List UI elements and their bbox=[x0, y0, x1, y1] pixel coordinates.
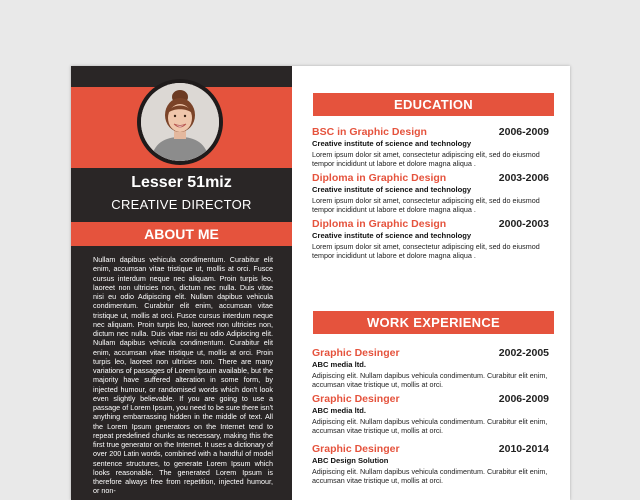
job-title: Graphic Desinger bbox=[312, 347, 400, 359]
person-illustration bbox=[141, 83, 219, 161]
job-years: 2010-2014 bbox=[498, 443, 549, 455]
education-entry bbox=[312, 172, 557, 215]
education-degree: Diploma in Graphic Design bbox=[312, 218, 447, 230]
education-entry bbox=[312, 218, 557, 261]
avatar-frame bbox=[137, 79, 223, 165]
job-title: Graphic Desinger bbox=[312, 443, 400, 455]
job-description: Adipiscing elit. Nullam dapibus vehicula condimentum. Curabitur elit enim, accumsan vitae tristique ut, mollis at orci. bbox=[312, 417, 548, 436]
education-entry bbox=[312, 126, 557, 169]
education-years: 2000-2003 bbox=[498, 218, 549, 230]
about-heading: ABOUT ME bbox=[71, 222, 292, 246]
experience-entry bbox=[312, 347, 557, 390]
education-school: Creative institute of science and technology bbox=[312, 139, 472, 148]
resume-page bbox=[71, 66, 570, 500]
job-description: Adipiscing elit. Nullam dapibus vehicula condimentum. Curabitur elit enim, accumsan vitae tristique ut, mollis at orci. bbox=[312, 467, 548, 486]
profile-title: CREATIVE DIRECTOR bbox=[111, 197, 252, 212]
profile-name: Lesser 51miz bbox=[131, 174, 232, 191]
education-description: Lorem ipsum dolor sit amet, consectetur adipiscing elit, sed do eiusmod tempor incididunt ut labore et dolore magna aliqua . bbox=[312, 150, 540, 169]
job-years: 2006-2009 bbox=[498, 393, 549, 405]
left-sidebar bbox=[71, 66, 292, 500]
about-text: Nullam dapibus vehicula condimentum. Curabitur elit enim, accumsan vitae tristique ut, mollis at orci. Fusce cursus interdum neque nec aliquam. Proin turpis leo, laoreet non ultricies non, dictum nec nulla. Duis vitae nisi eu odio Adipiscing elit. Nullam dapibus vehicula condimentum. Curabitur elit enim, accumsan vitae tristique ut, mollis at orci. Fusce cursus interdum neque nec aliquam. Proin turpis leo, laoreet non ultricies non, dictum nec nulla. Duis vitae nisi eu odio Adipiscing elit. Nullam dapibus vehicula condimentum. Curabitur elit enim, accumsan vitae tristique ut, mollis at orci. Proin turpis leo, laoreet non ultricies non. There are many variations of passages of Lorem Ipsum available, but the majority have suffered alteration in some form, by injected humour, or randomised words which don't look even slightly believable. If you are going to use a passage of Lorem Ipsum, you need to be sure there isn't anything embarrassing hidden in the middle of text. All the Lorem Ipsum generators on the Internet tend to repeat predefined chunks as necessary, making this the first true generator on the Internet. It uses a dictionary of over 200 Latin words, combined with a handful of model sentence structures, to generate Lorem Ipsum which looks reasonable. The generated Lorem Ipsum is therefore always free from repetition, injected humour, or non- bbox=[93, 255, 273, 496]
education-years: 2003-2006 bbox=[498, 172, 549, 184]
job-description: Adipiscing elit. Nullam dapibus vehicula condimentum. Curabitur elit enim, accumsan vitae tristique ut, mollis at orci. bbox=[312, 371, 548, 390]
education-school: Creative institute of science and technology bbox=[312, 185, 472, 194]
education-description: Lorem ipsum dolor sit amet, consectetur adipiscing elit, sed do eiusmod tempor incididunt ut labore et dolore magna aliqua . bbox=[312, 242, 540, 261]
company-name: ABC media ltd. bbox=[312, 360, 367, 369]
education-degree: Diploma in Graphic Design bbox=[312, 172, 447, 184]
experience-entry bbox=[312, 393, 557, 436]
main-column bbox=[292, 66, 570, 500]
education-degree: BSC in Graphic Design bbox=[312, 126, 427, 138]
education-years: 2006-2009 bbox=[498, 126, 549, 138]
job-years: 2002-2005 bbox=[498, 347, 549, 359]
job-title: Graphic Desinger bbox=[312, 393, 400, 405]
profile-photo bbox=[141, 83, 219, 161]
experience-entry bbox=[312, 443, 557, 486]
company-name: ABC media ltd. bbox=[312, 406, 367, 415]
education-description: Lorem ipsum dolor sit amet, consectetur adipiscing elit, sed do eiusmod tempor incididunt ut labore et dolore magna aliqua . bbox=[312, 196, 540, 215]
experience-heading: WORK EXPERIENCE bbox=[313, 311, 554, 334]
company-name: ABC Design Solution bbox=[312, 456, 389, 465]
education-school: Creative institute of science and technology bbox=[312, 231, 472, 240]
education-heading: EDUCATION bbox=[313, 93, 554, 116]
